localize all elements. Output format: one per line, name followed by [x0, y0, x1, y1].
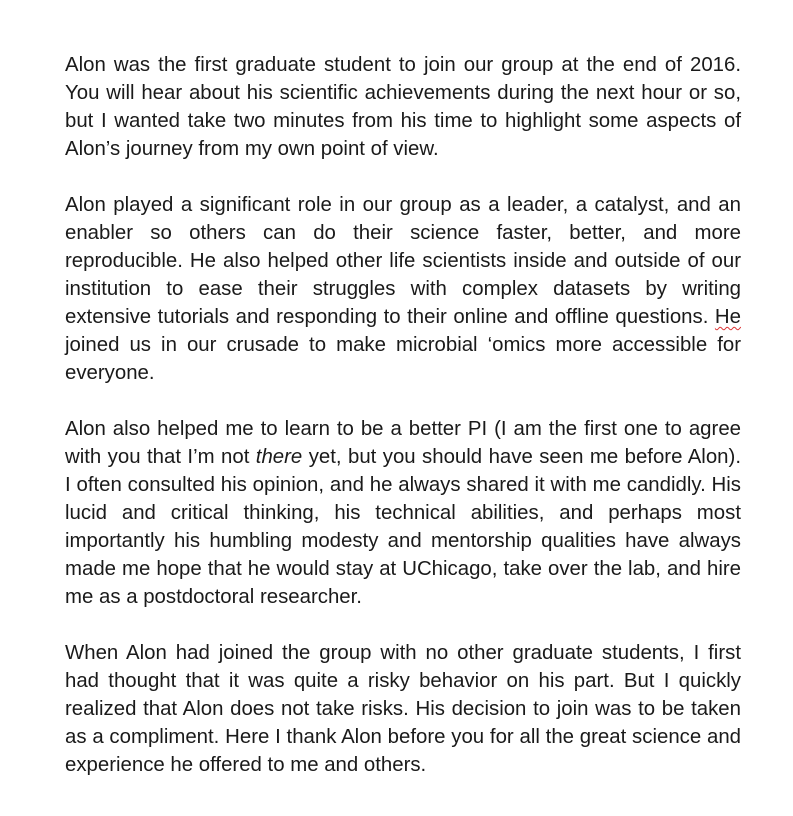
paragraph-1-text: Alon was the first graduate student to join our group at the end of 2016. You will hear about his scientific achievements during the next hour or so, but I wanted take two minutes from his time to highlight some aspects of Alon’s journey from my own point of view. — [65, 54, 741, 160]
paragraph-2-text: Alon played a significant role in our group as a leader, a catalyst, and an enabler so others can do their science faster, better, and more reproducible. He also helped other life scientists inside and outside of our institution to ease their struggles with complex datasets by writing extensive tutorials and responding to their online and offline questions. — [65, 194, 741, 328]
paragraph-1 — [65, 51, 741, 163]
paragraph-4-text: When Alon had joined the group with no other graduate students, I first had thought that it was quite a risky behavior on his part. But I quickly realized that Alon does not take risks. His decision to join was to be taken as a compliment. Here I thank Alon before you for all the great science and experience he offered to me and others. — [65, 642, 741, 776]
document-body[interactable] — [65, 51, 741, 807]
paragraph-2-rest: joined us in our crusade to make microbial ‘omics more accessible for everyone. — [65, 334, 741, 384]
paragraph-3-emphasis: there — [255, 446, 303, 468]
paragraph-2 — [65, 191, 741, 387]
paragraph-3 — [65, 415, 741, 611]
paragraph-3-before: Alon also helped me to learn to be a better PI (I am the first one to agree with you that I’m not — [65, 418, 741, 468]
spellcheck-flagged-word[interactable]: He — [714, 306, 741, 328]
paragraph-4 — [65, 639, 741, 779]
paragraph-3-after: yet, but you should have seen me before Alon). I often consulted his opinion, and he always shared it with me candidly. His lucid and critical thinking, his technical abilities, and perhaps most importantly his humbling modesty and mentorship qualities have always made me hope that he would stay at UChicago, take over the lab, and hire me as a postdoctoral researcher. — [65, 446, 741, 608]
